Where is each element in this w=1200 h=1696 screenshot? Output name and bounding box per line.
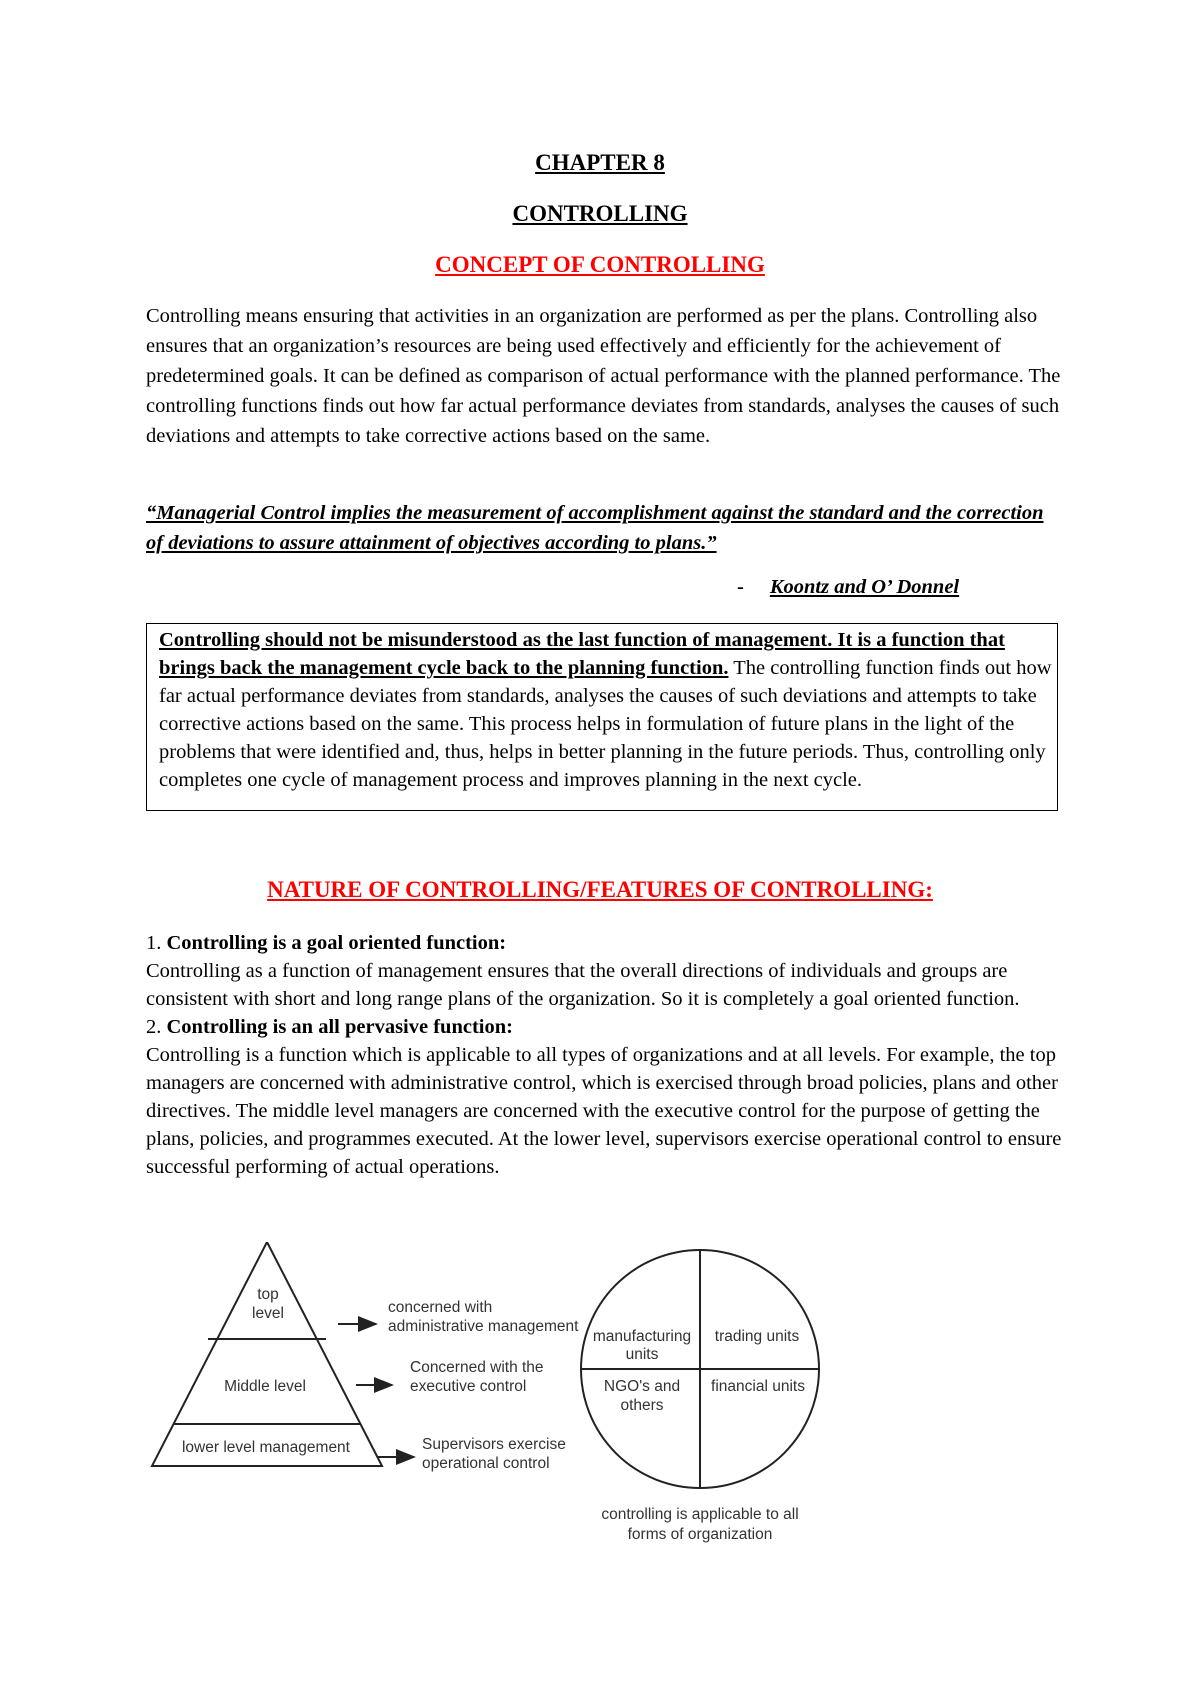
item-title: Controlling is a goal oriented function: (166, 932, 507, 954)
author-dash: - (737, 576, 744, 598)
nature-heading: NATURE OF CONTROLLING/FEATURES OF CONTROLLING: (267, 877, 933, 902)
quote-author (737, 576, 959, 599)
definition-quote: “Managerial Control implies the measurement of accomplishment against the standard and the correction of deviations to assure attainment of objectives according to plans.” (146, 502, 1044, 554)
item-number: 1. (146, 932, 162, 954)
circle-caption-line2: forms of organization (627, 1526, 773, 1543)
middle-note-line2: executive control (410, 1378, 527, 1395)
pyramid-outline (152, 1242, 382, 1466)
features-list (146, 929, 1076, 1181)
organization-types-circle (581, 1250, 819, 1543)
levels-diagram (146, 1242, 1066, 1552)
pyramid-notes (338, 1299, 579, 1472)
quadrant-ngo: NGO's and (603, 1378, 681, 1395)
item-body: Controlling is a function which is applicable to all types of organizations and at all levels. For example, the top managers are concerned with administrative control, which is exercised through broad policies, plans and other directives. The middle level managers are concerned with the executive control for the purpose of getting the plans, policies, and programmes executed. At the lower level, supervisors exercise operational control to ensure successful performing of actual operations. (146, 1044, 1062, 1178)
lower-note-line1: Supervisors exercise (422, 1436, 566, 1453)
concept-paragraph: Controlling means ensuring that activities in an organization are performed as per the plans. Controlling also ensures that an organization’s resources are being used effectively and efficiently for the achievement of predetermined goals. It can be defined as comparison of actual performance with the planned performance. The controlling functions finds out how far actual performance deviates from standards, analyses the causes of such deviations and attempts to take corrective actions based on the same. (146, 305, 1061, 447)
lower-note-line2: operational control (422, 1455, 550, 1472)
quadrant-manufacturing-2: units (625, 1346, 659, 1363)
note-box (146, 623, 1058, 811)
chapter-title: CONTROLLING (512, 201, 688, 226)
circle-caption-line1: controlling is applicable to all (601, 1506, 799, 1523)
quadrant-financial: financial units (711, 1378, 805, 1395)
top-note-line1: concerned with (388, 1299, 493, 1316)
top-level-label: top (257, 1286, 279, 1303)
lower-level-label-visible: lower level management (181, 1439, 351, 1456)
middle-level-label: Middle level (224, 1378, 306, 1395)
item-title: Controlling is an all pervasive function: (166, 1016, 513, 1038)
chapter-number: CHAPTER 8 (535, 150, 665, 175)
list-item (146, 1013, 1076, 1181)
note-box-text: The controlling function finds out how far actual performance deviates from standards, analyses the causes of such deviations and attempts to take corrective actions based on the same. This process helps in formulation of future plans in the light of the problems that were identified and, thus, helps in better planning in the future periods. Thus, controlling only completes one cycle of management process and improves planning in the next cycle. (159, 657, 1052, 791)
management-pyramid (152, 1242, 382, 1466)
middle-note-line1: Concerned with the (410, 1359, 544, 1376)
author-name: Koontz and O’ Donnel (769, 576, 960, 598)
top-note-line2: administrative management (388, 1318, 579, 1335)
quadrant-ngo-2: others (620, 1397, 664, 1414)
quadrant-trading: trading units (714, 1328, 800, 1345)
concept-heading: CONCEPT OF CONTROLLING (435, 252, 765, 277)
quadrant-manufacturing: manufacturing (592, 1328, 692, 1345)
note-box-bold: Controlling should not be misunderstood as the last function of management. It is a function that brings back the management cycle back to the planning function. (159, 629, 1005, 679)
item-body: Controlling as a function of management ensures that the overall directions of individuals and groups are consistent with short and long range plans of the organization. So it is completely a goal oriented function. (146, 960, 1020, 1010)
list-item (146, 929, 1076, 1013)
top-level-label-2: level (252, 1305, 284, 1322)
item-number: 2. (146, 1016, 162, 1038)
